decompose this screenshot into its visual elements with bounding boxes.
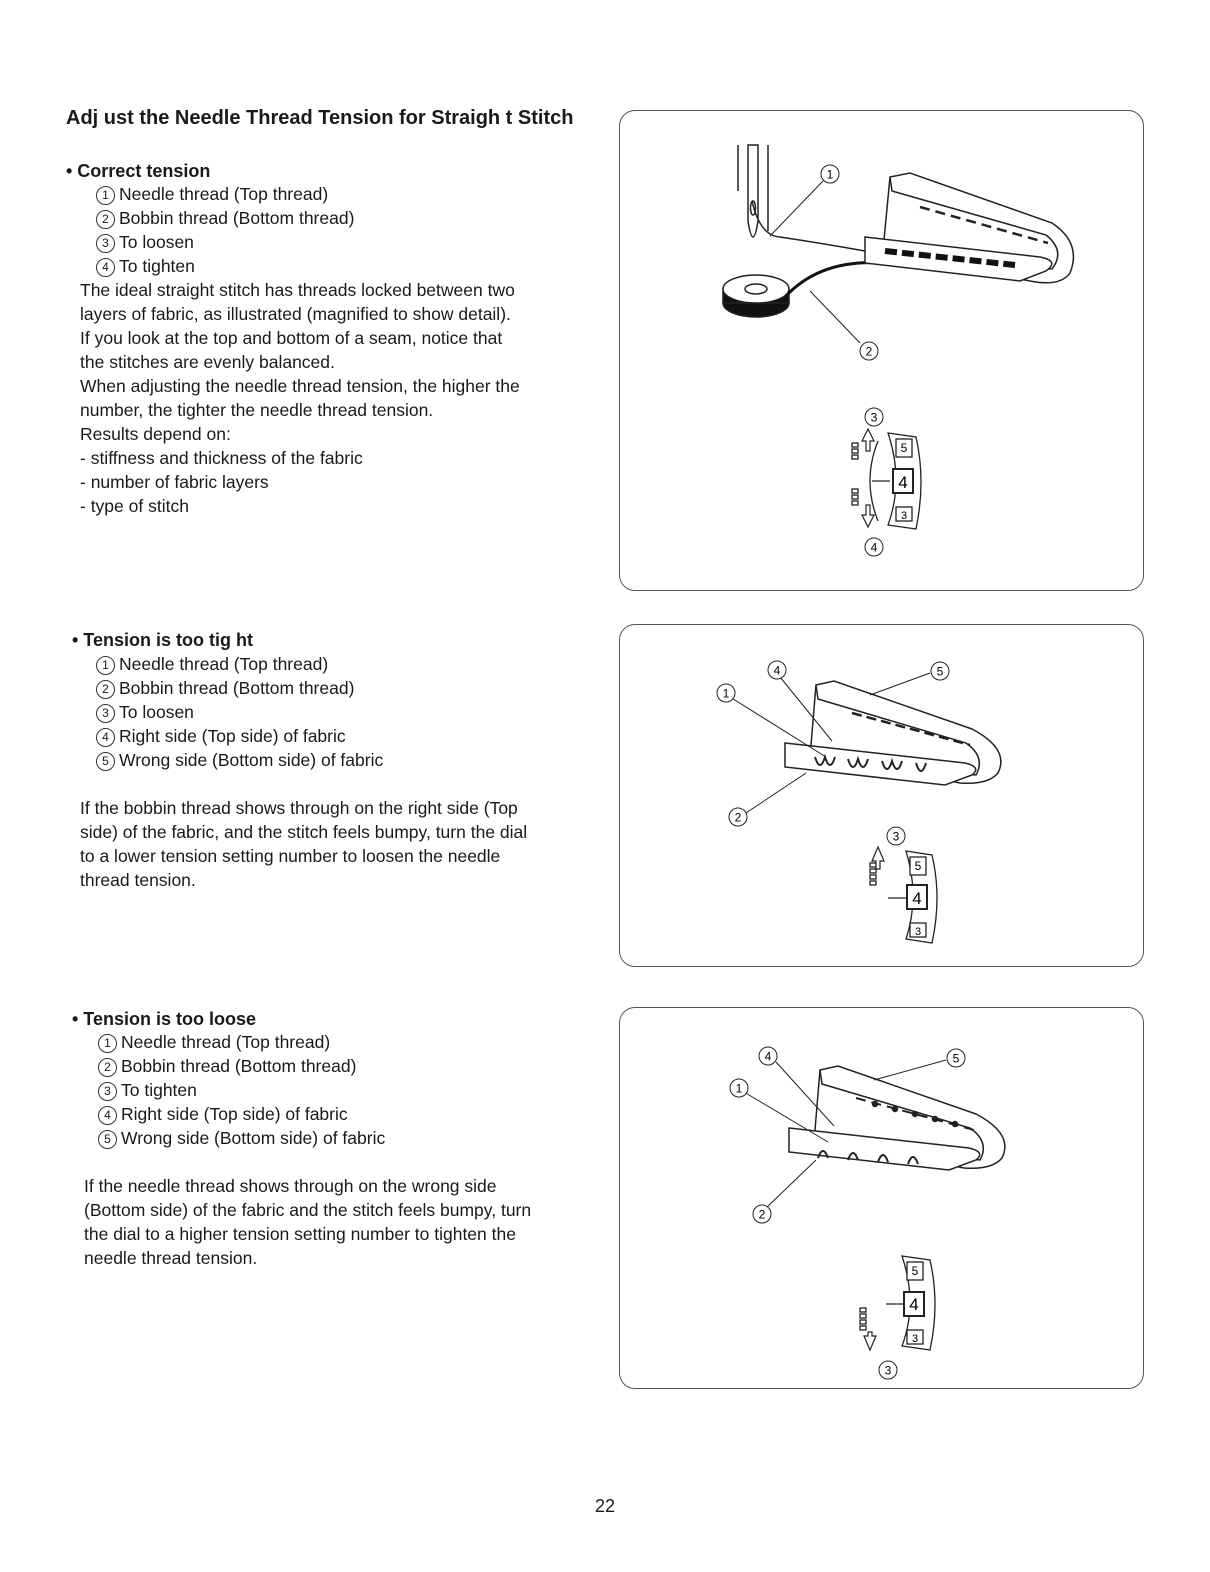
dial-number: 5	[900, 441, 908, 455]
dial-number: 4	[909, 1295, 919, 1314]
legend-text: Bobbin thread (Bottom thread)	[119, 678, 355, 698]
arrow-up-icon	[862, 429, 874, 451]
circled-number: 5	[96, 752, 115, 771]
fabric-icon	[789, 1066, 1005, 1170]
circled-number: 3	[96, 234, 115, 253]
text-line: If you look at the top and bottom of a seam, notice that	[80, 328, 503, 348]
callout-2: 2	[758, 1207, 766, 1222]
callout-4: 4	[773, 663, 781, 678]
too-loose-illustration	[620, 1008, 1143, 1388]
circled-number: 3	[98, 1082, 117, 1101]
text-line: (Bottom side) of the fabric and the stitch feels bumpy, turn	[84, 1200, 532, 1220]
circled-number: 4	[98, 1106, 117, 1125]
section-heading-too-loose: • Tension is too loose	[72, 1009, 256, 1029]
dial-number: 3	[911, 1333, 919, 1345]
legend-text: Needle thread (Top thread)	[119, 654, 329, 674]
text-line: Results depend on:	[80, 424, 231, 444]
too-tight-illustration	[620, 625, 1143, 966]
arrow-down-icon	[864, 1332, 876, 1350]
fabric-icon	[785, 681, 1001, 785]
circled-number: 2	[98, 1058, 117, 1077]
circled-number: 1	[98, 1034, 117, 1053]
figure-panel-too-loose	[619, 1007, 1144, 1389]
bobbin-icon	[723, 275, 789, 317]
dial-number: 5	[914, 859, 922, 873]
callout-1: 1	[826, 167, 834, 182]
legend-text: Right side (Top side) of fabric	[119, 726, 346, 746]
circled-number: 5	[98, 1130, 117, 1149]
page-number: 22	[594, 1496, 616, 1516]
circled-number: 4	[96, 258, 115, 277]
legend-item	[98, 1054, 385, 1078]
dial-number: 5	[911, 1264, 919, 1278]
text-line: If the needle thread shows through on the wrong side	[84, 1176, 497, 1196]
text-line: number, the tighter the needle thread tension.	[80, 400, 434, 420]
paragraph-too-tight	[80, 796, 527, 892]
section-heading-too-tight: • Tension is too tig ht	[72, 630, 253, 650]
paragraph-too-loose	[84, 1174, 531, 1270]
legend-list-too-loose	[98, 1030, 385, 1150]
text-line: the stitches are evenly balanced.	[80, 352, 335, 372]
dial-number: 3	[900, 510, 908, 522]
legend-item	[98, 1102, 385, 1126]
circled-number: 2	[96, 680, 115, 699]
section-heading-correct-tension: • Correct tension	[66, 161, 211, 181]
legend-list-too-tight	[96, 652, 383, 772]
circled-number: 1	[96, 186, 115, 205]
legend-text: To tighten	[119, 256, 195, 276]
text-line: When adjusting the needle thread tension, the higher the	[80, 376, 520, 396]
correct-tension-illustration	[620, 111, 1143, 590]
text-line: the dial to a higher tension setting number to tighten the	[84, 1224, 516, 1244]
callout-3: 3	[892, 829, 900, 844]
figure-panel-too-tight	[619, 624, 1144, 967]
needle-icon	[738, 145, 768, 237]
text-line: to a lower tension setting number to loosen the needle	[80, 846, 501, 866]
circled-number: 3	[96, 704, 115, 723]
circled-number: 1	[96, 656, 115, 675]
legend-text: Needle thread (Top thread)	[119, 184, 329, 204]
figure-panel-correct-tension	[619, 110, 1144, 591]
callout-5: 5	[952, 1051, 960, 1066]
paragraph-correct-tension	[80, 278, 520, 518]
legend-item	[96, 230, 354, 254]
callout-2: 2	[734, 810, 742, 825]
legend-item	[98, 1126, 385, 1150]
dial-number: 4	[898, 473, 908, 492]
circled-number: 4	[96, 728, 115, 747]
text-line: - type of stitch	[80, 496, 189, 516]
text-line: The ideal straight stitch has threads locked between two	[80, 280, 515, 300]
callout-1: 1	[735, 1081, 743, 1096]
text-line: side) of the fabric, and the stitch feels bumpy, turn the dial	[80, 822, 528, 842]
callout-4: 4	[764, 1049, 772, 1064]
legend-item	[96, 206, 354, 230]
legend-text: To loosen	[119, 232, 194, 252]
legend-item	[98, 1078, 385, 1102]
legend-list-correct-tension	[96, 182, 354, 278]
legend-text: Needle thread (Top thread)	[121, 1032, 331, 1052]
legend-text: Wrong side (Bottom side) of fabric	[121, 1128, 386, 1148]
legend-text: Wrong side (Bottom side) of fabric	[119, 750, 384, 770]
legend-item	[96, 700, 383, 724]
legend-text: Bobbin thread (Bottom thread)	[121, 1056, 357, 1076]
page-title: Adj ust the Needle Thread Tension for Straigh t Stitch	[66, 107, 574, 129]
callout-1: 1	[722, 686, 730, 701]
legend-text: To loosen	[119, 702, 194, 722]
text-line: needle thread tension.	[84, 1248, 258, 1268]
text-line: layers of fabric, as illustrated (magnified to show detail).	[80, 304, 511, 324]
dial-number: 4	[912, 889, 922, 908]
legend-item	[96, 724, 383, 748]
legend-item	[96, 748, 383, 772]
legend-item	[96, 652, 383, 676]
text-line: - number of fabric layers	[80, 472, 269, 492]
arrow-down-icon	[862, 505, 874, 527]
legend-text: Bobbin thread (Bottom thread)	[119, 208, 355, 228]
legend-item	[96, 676, 383, 700]
dial-number: 3	[914, 926, 922, 938]
callout-4: 4	[870, 540, 878, 555]
legend-item	[98, 1030, 385, 1054]
legend-text: To tighten	[121, 1080, 197, 1100]
text-line: - stiffness and thickness of the fabric	[80, 448, 363, 468]
callout-3: 3	[870, 410, 878, 425]
circled-number: 2	[96, 210, 115, 229]
callout-3: 3	[884, 1363, 892, 1378]
legend-item	[96, 182, 354, 206]
callout-5: 5	[936, 664, 944, 679]
legend-text: Right side (Top side) of fabric	[121, 1104, 348, 1124]
callout-2: 2	[865, 344, 873, 359]
text-line: thread tension.	[80, 870, 196, 890]
legend-item	[96, 254, 354, 278]
fabric-icon	[865, 173, 1073, 283]
text-line: If the bobbin thread shows through on the right side (Top	[80, 798, 518, 818]
